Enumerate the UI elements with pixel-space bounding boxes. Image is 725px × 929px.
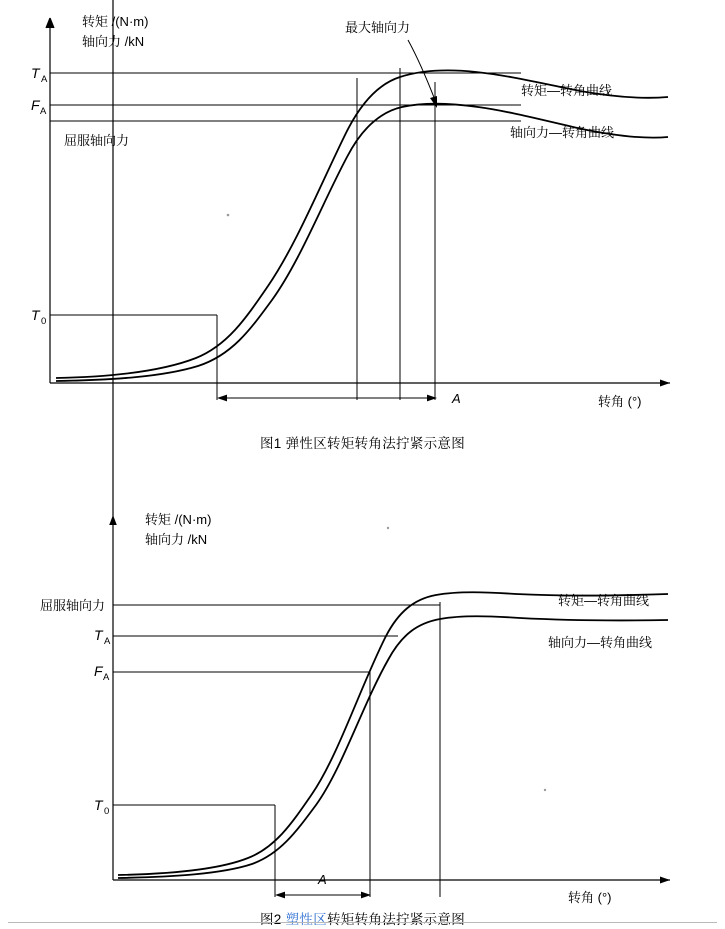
figure-1-curve-axial (56, 104, 668, 381)
svg-text:T: T (94, 797, 103, 813)
figure-2-caption (0, 908, 725, 928)
figure-1-ylabel-line1: 转矩 /(N·m) (82, 14, 149, 29)
svg-text:0: 0 (104, 806, 110, 817)
figure-1-tick-T0 (31, 307, 46, 327)
scan-speck (227, 214, 230, 217)
svg-text:T: T (31, 65, 40, 81)
figure-2-span-A (275, 872, 371, 898)
svg-text:最大轴向力: 最大轴向力 (345, 20, 411, 35)
svg-text:A: A (103, 672, 110, 683)
figure-2-ylabel-line2: 轴向力 /kN (145, 532, 208, 547)
svg-text:0: 0 (41, 316, 47, 327)
svg-text:A: A (40, 106, 47, 117)
figure-1-label-curve-axial: 轴向力—转角曲线 (510, 125, 615, 140)
figure-1-annotation-yield-axial: 屈服轴向力 (64, 133, 130, 148)
figure-1-xlabel: 转角 (°) (598, 394, 642, 409)
figure-2-tick-FA (94, 663, 110, 683)
figure-2-tick-T0 (94, 797, 109, 817)
figure-2-diagram (0, 460, 725, 905)
figure-2-caption-highlight: 塑性区 (285, 912, 328, 927)
figure-2-tick-TA (94, 627, 111, 647)
figure-1-tick-TA (31, 65, 48, 85)
svg-text:T: T (31, 307, 40, 323)
svg-text:A: A (41, 74, 48, 85)
figure-1-caption (0, 432, 725, 452)
figure-1-label-curve-torque: 转矩—转角曲线 (521, 83, 613, 98)
svg-text:A: A (318, 872, 327, 887)
figure-2-label-curve-axial: 轴向力—转角曲线 (548, 635, 653, 650)
figure-1-ylabel-line2: 轴向力 /kN (82, 34, 145, 49)
figure-2-label-curve-torque: 转矩—转角曲线 (558, 593, 650, 608)
svg-text:F: F (31, 97, 40, 113)
figure-1 (0, 0, 725, 460)
figure-2 (0, 460, 725, 927)
figure-2-xlabel: 转角 (°) (568, 890, 612, 905)
figure-2-curve-axial (118, 616, 668, 878)
figure-1-diagram (0, 0, 725, 430)
figure-1-span-A (217, 391, 461, 406)
figure-2-caption-prefix: 图2 (259, 912, 286, 927)
figure-2-caption-rest: 转矩转角法拧紧示意图 (327, 912, 466, 927)
scan-speck (544, 789, 546, 791)
figure-1-curve-torque (56, 70, 668, 378)
svg-text:A: A (104, 636, 111, 647)
figure-2-annotation-yield-axial: 屈服轴向力 (40, 598, 106, 613)
svg-text:T: T (94, 627, 103, 643)
figure-1-tick-FA (31, 97, 47, 117)
bottom-divider (8, 922, 717, 923)
svg-text:F: F (94, 663, 103, 679)
scan-speck (387, 527, 389, 529)
figure-1-annotation-max-axial (345, 20, 437, 108)
svg-text:A: A (452, 391, 461, 406)
figure-1-caption-text: 图1 弹性区转矩转角法拧紧示意图 (259, 436, 466, 451)
figure-2-ylabel-line1: 转矩 /(N·m) (145, 512, 212, 527)
